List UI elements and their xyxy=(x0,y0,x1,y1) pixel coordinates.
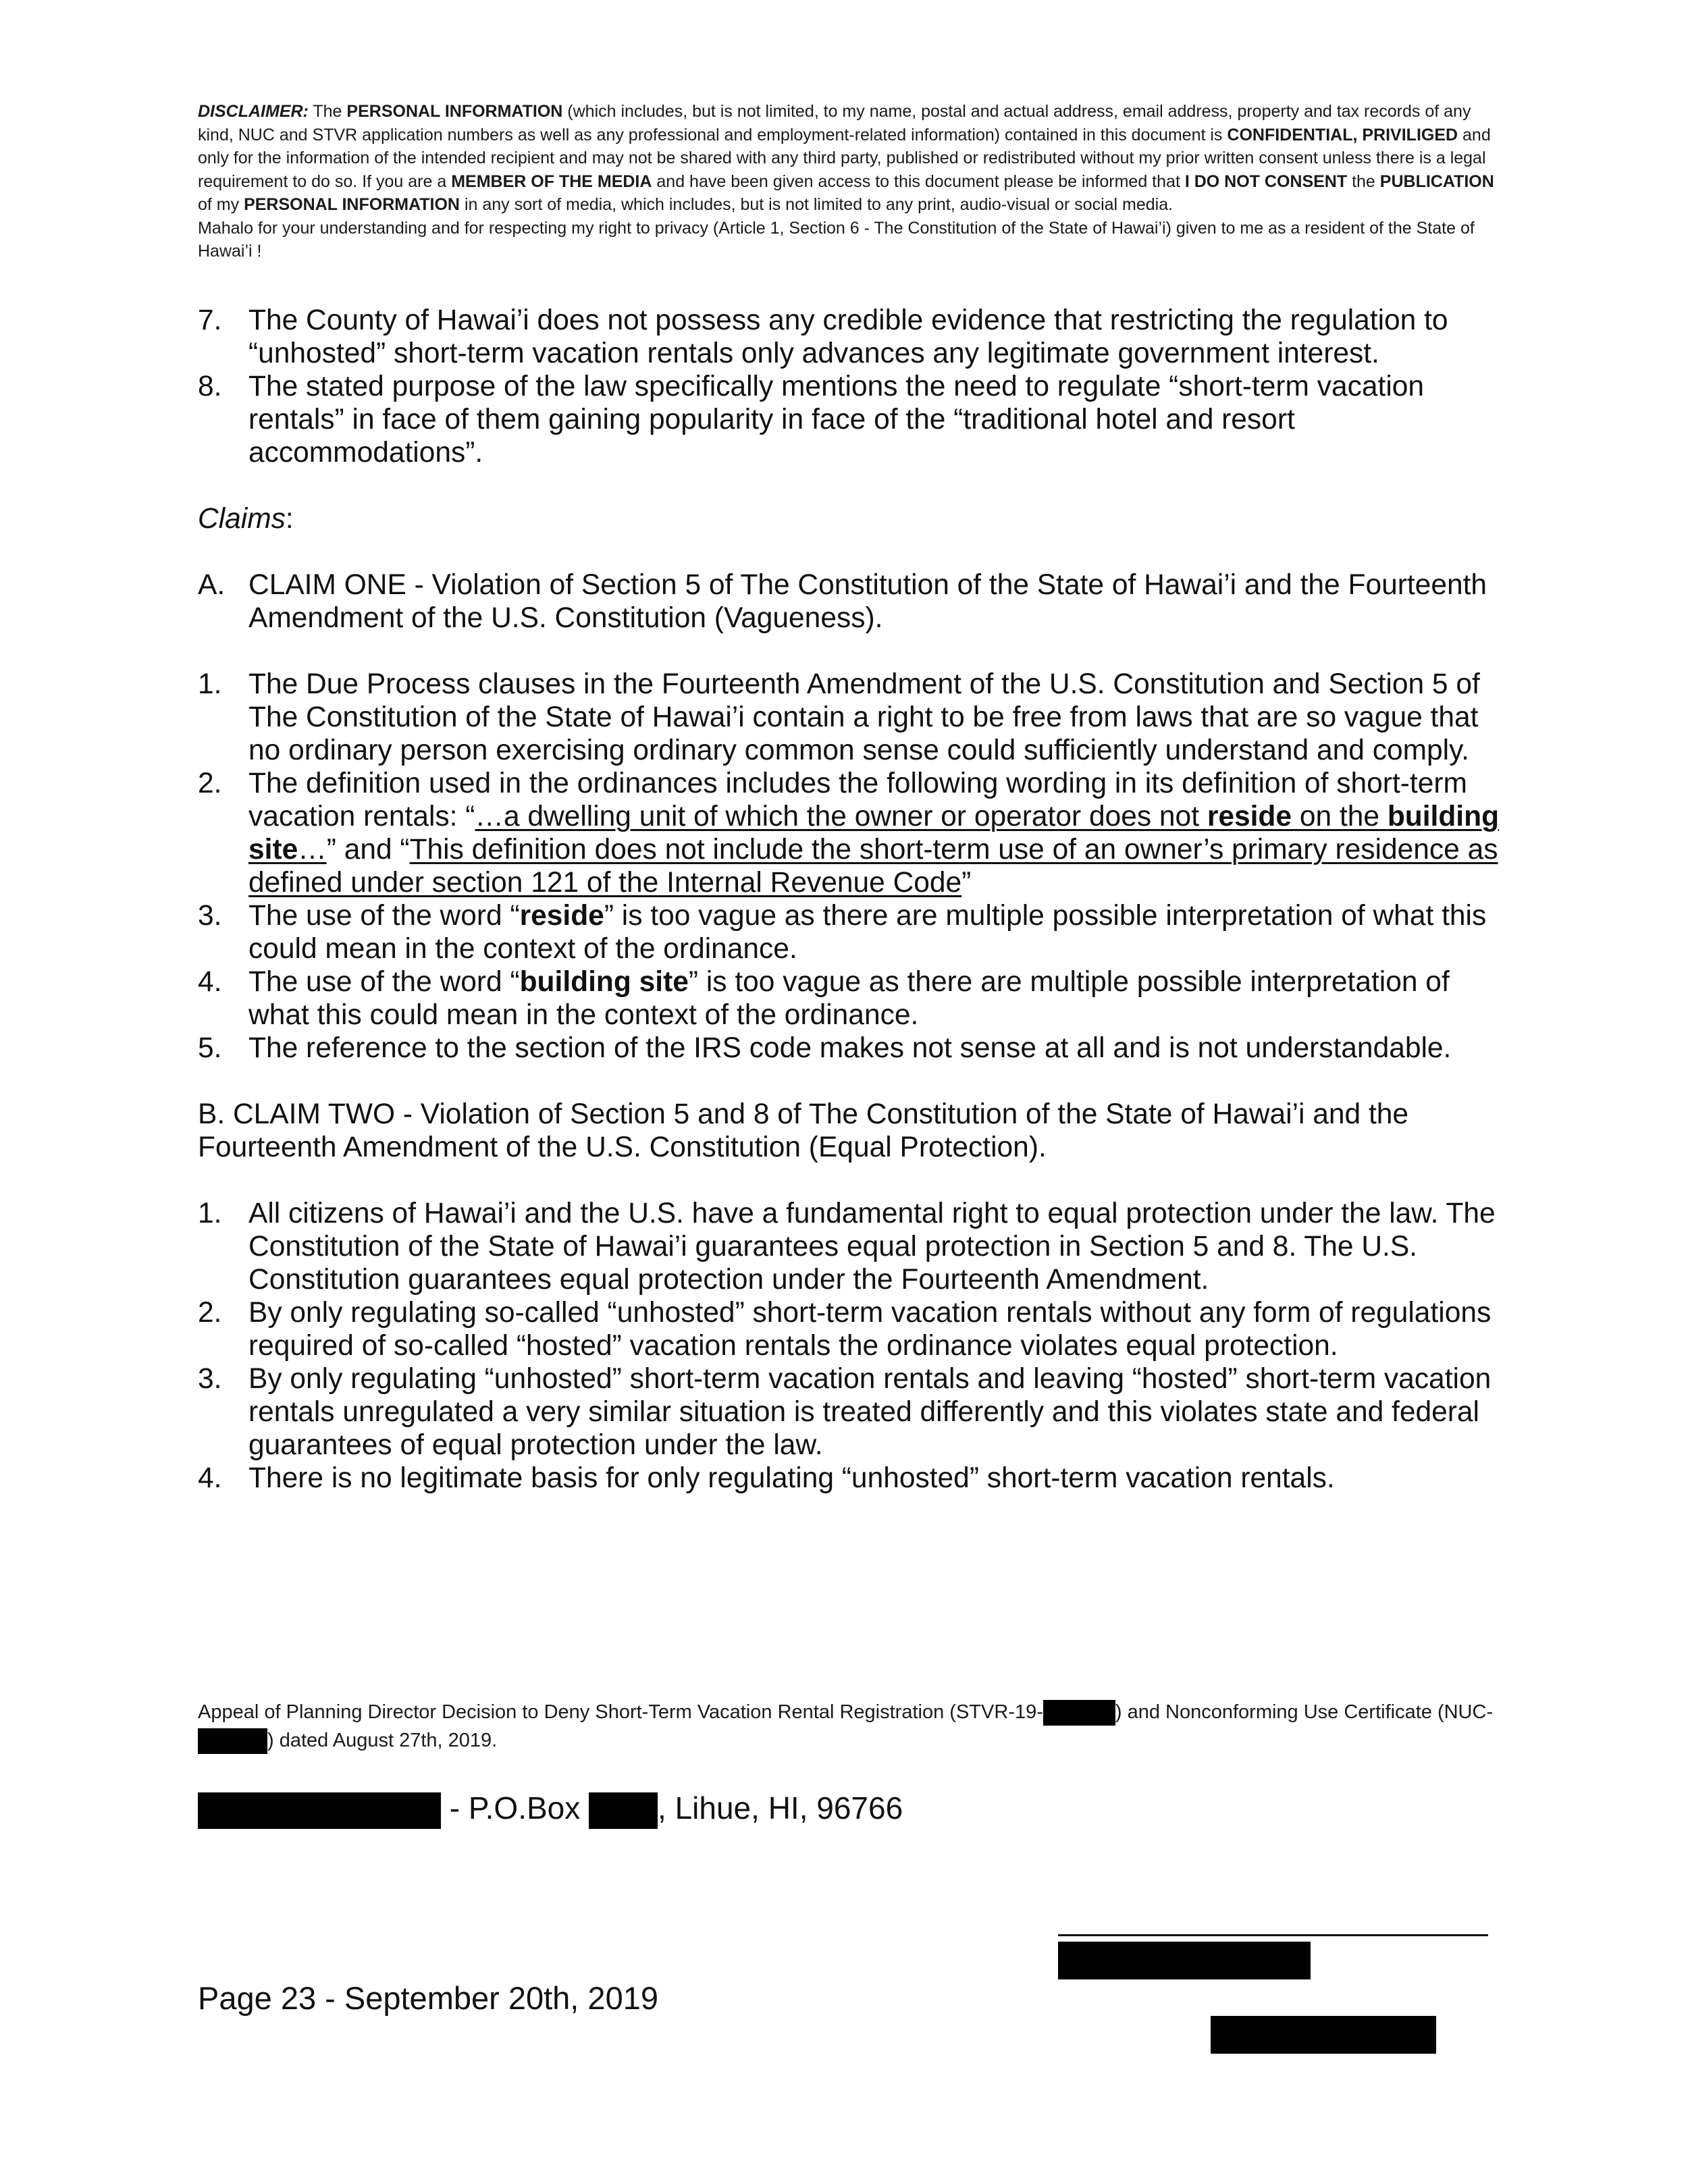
list-text: By only regulating “unhosted” short-term vacation rentals and leaving “hosted” short-term vacation rentals unregulated a very similar situation is treated differently and this violates state and federal guarantees of equal protection under the law. xyxy=(248,1363,1492,1461)
disclaimer-bold: PERSONAL INFORMATION xyxy=(244,195,460,214)
disclaimer-bold: MEMBER OF THE MEDIA xyxy=(451,171,652,191)
list-text: The reference to the section of the IRS code makes not sense at all and is not understandable. xyxy=(248,1032,1452,1064)
disclaimer-text: The xyxy=(308,102,347,121)
list-number: 4. xyxy=(198,966,222,998)
appeal-reference xyxy=(198,1698,1504,1755)
list-text xyxy=(248,768,1499,899)
disclaimer-text: in any sort of media, which includes, but is not limited to any print, audio-visual or social media. xyxy=(460,195,1173,214)
list-text: The Due Process clauses in the Fourteenth Amendment of the U.S. Constitution and Section 5 of The Constitution of the State of Hawai’i contain a right to be free from laws that are so vague that no ordinary person exercising ordinary common sense could sufficiently understand and comply. xyxy=(248,668,1480,766)
list-text-part: The use of the word “ xyxy=(248,900,520,932)
list-text: By only regulating so-called “unhosted” short-term vacation rentals without any form of regulations required of so-called “hosted” vacation rentals the ordinance violates equal protection. xyxy=(248,1297,1492,1362)
redaction-box xyxy=(198,1728,267,1754)
list-item xyxy=(198,1032,1504,1065)
quoted-definition: This definition does not include the short-term use of an owner’s primary residence as defined under section 121 of the Internal Revenue Code xyxy=(248,834,1498,899)
sender-address xyxy=(198,1789,903,1829)
name-redaction xyxy=(1211,2016,1436,2054)
address-text: , Lihue, HI, 96766 xyxy=(658,1790,903,1826)
appeal-text: ) dated August 27th, 2019. xyxy=(267,1730,498,1751)
disclaimer-bold: I DO NOT CONSENT xyxy=(1184,171,1348,191)
list-item xyxy=(198,1197,1504,1296)
list-number: 4. xyxy=(198,1462,222,1494)
claims-heading xyxy=(198,502,1504,535)
emphasis: reside xyxy=(1207,801,1292,832)
disclaimer-text: the xyxy=(1347,171,1380,191)
redaction-box xyxy=(589,1792,658,1829)
document-body xyxy=(198,304,1504,1495)
signature-redaction xyxy=(1058,1942,1311,1979)
list-item xyxy=(198,965,1504,1032)
list-number: 7. xyxy=(198,304,222,336)
list-text-part: … xyxy=(298,834,327,865)
list-text-part: The use of the word “ xyxy=(248,966,520,998)
list-item xyxy=(198,1462,1504,1495)
emphasis: reside xyxy=(519,900,604,932)
disclaimer-text: and have been given access to this document please be informed that xyxy=(652,171,1185,191)
disclaimer-label: DISCLAIMER: xyxy=(198,102,309,121)
claim-one-heading xyxy=(198,568,1504,635)
list-item xyxy=(198,668,1504,767)
list-number: 3. xyxy=(198,900,222,932)
list-text xyxy=(248,966,1450,1031)
list-text: All citizens of Hawai’i and the U.S. have a fundamental right to equal protection under the law. The Constitution of the State of Hawai’i guarantees equal protection in Section 5 and 8. The U.S. Constitution guarantees equal protection under the Fourteenth Amendment. xyxy=(248,1198,1496,1296)
list-text: The County of Hawai’i does not possess any credible evidence that restricting the regulation to “unhosted” short-term vacation rentals only advances any legitimate government interest. xyxy=(248,304,1448,369)
disclaimer-bold: CONFIDENTIAL, PRIVILIGED xyxy=(1227,125,1458,144)
list-item xyxy=(198,1362,1504,1462)
list-item xyxy=(198,767,1504,899)
address-text: - P.O.Box xyxy=(441,1790,589,1826)
disclaimer-block xyxy=(198,100,1504,263)
list-text-part: ” and “ xyxy=(326,834,410,865)
list-text-part: ” is too vague as there are multiple possible interpretation of what this could mean in the context of the ordinance. xyxy=(248,900,1487,965)
page-footer: Page 23 - September 20th, 2019 xyxy=(198,1980,658,2016)
list-number: 3. xyxy=(198,1363,222,1395)
disclaimer-text: and only for the information of the intended recipient and may not be shared with any third party, published or redistributed without my prior written consent unless there is a legal requirement to do so. If you are a xyxy=(198,125,1491,191)
disclaimer-text: (which includes, but is not limited, to my name, postal and actual address, email address, property and tax records of any kind, NUC and STVR application numbers as well as any professional and employment-related information) contained in this document is xyxy=(198,102,1471,144)
list-item xyxy=(198,370,1504,469)
list-item xyxy=(198,899,1504,965)
disclaimer-paragraph xyxy=(198,100,1504,217)
emphasis: building site xyxy=(519,966,689,998)
list-text-part: …a dwelling unit of which the owner or operator does not xyxy=(475,801,1207,832)
list-number: 1. xyxy=(198,1198,222,1229)
list-number: 8. xyxy=(198,371,222,402)
list-text-part: ” is too vague as there are multiple possible interpretation of what this could mean in the context of the ordinance. xyxy=(248,966,1450,1031)
signature-line xyxy=(1058,1934,1488,1936)
disclaimer-mahalo: Mahalo for your understanding and for respecting my right to privacy (Article 1, Section 6 - The Constitution of the State of Hawai’i) given to me as a resident of the State of Hawai’i ! xyxy=(198,218,1475,261)
list-text: There is no legitimate basis for only regulating “unhosted” short-term vacation rentals. xyxy=(248,1462,1335,1494)
claim-two-heading: B. CLAIM TWO - Violation of Section 5 and 8 of The Constitution of the State of Hawai’i and the Fourteenth Amendment of the U.S. Constitution (Equal Protection). xyxy=(198,1098,1409,1163)
list-number: 2. xyxy=(198,1297,222,1329)
claims-heading-text: Claims xyxy=(198,503,286,535)
redaction-box xyxy=(1043,1700,1115,1726)
disclaimer-text: of my xyxy=(198,195,244,214)
list-number: 2. xyxy=(198,768,222,799)
disclaimer-bold: PERSONAL INFORMATION xyxy=(346,102,563,121)
list-item xyxy=(198,304,1504,370)
list-item xyxy=(198,1296,1504,1362)
list-text-part: on the xyxy=(1292,801,1388,832)
list-text-part: The definition used in the ordinances includes the following wording in its definition of short-term vacation rentals: “ xyxy=(248,768,1467,832)
list-text xyxy=(248,900,1486,965)
emphasis: building site xyxy=(248,801,1500,865)
appeal-text: ) and Nonconforming Use Certificate (NUC- xyxy=(1115,1701,1494,1723)
disclaimer-bold: PUBLICATION xyxy=(1379,171,1494,191)
list-number: 5. xyxy=(198,1032,222,1064)
claims-heading-colon: : xyxy=(285,503,294,535)
list-text: CLAIM ONE - Violation of Section 5 of The Constitution of the State of Hawai’i and the Fourteenth Amendment of the U.S. Constitution (Vagueness). xyxy=(248,569,1487,634)
list-text-part: ” xyxy=(961,867,972,899)
redaction-box xyxy=(198,1792,441,1829)
list-text: The stated purpose of the law specifically mentions the need to regulate “short-term vacation rentals” in face of them gaining popularity in face of the “traditional hotel and resort accommodations”. xyxy=(248,371,1425,469)
list-number: 1. xyxy=(198,668,222,700)
appeal-text: Appeal of Planning Director Decision to Deny Short-Term Vacation Rental Registration (STVR-19- xyxy=(198,1701,1043,1723)
list-number: A. xyxy=(198,569,226,601)
